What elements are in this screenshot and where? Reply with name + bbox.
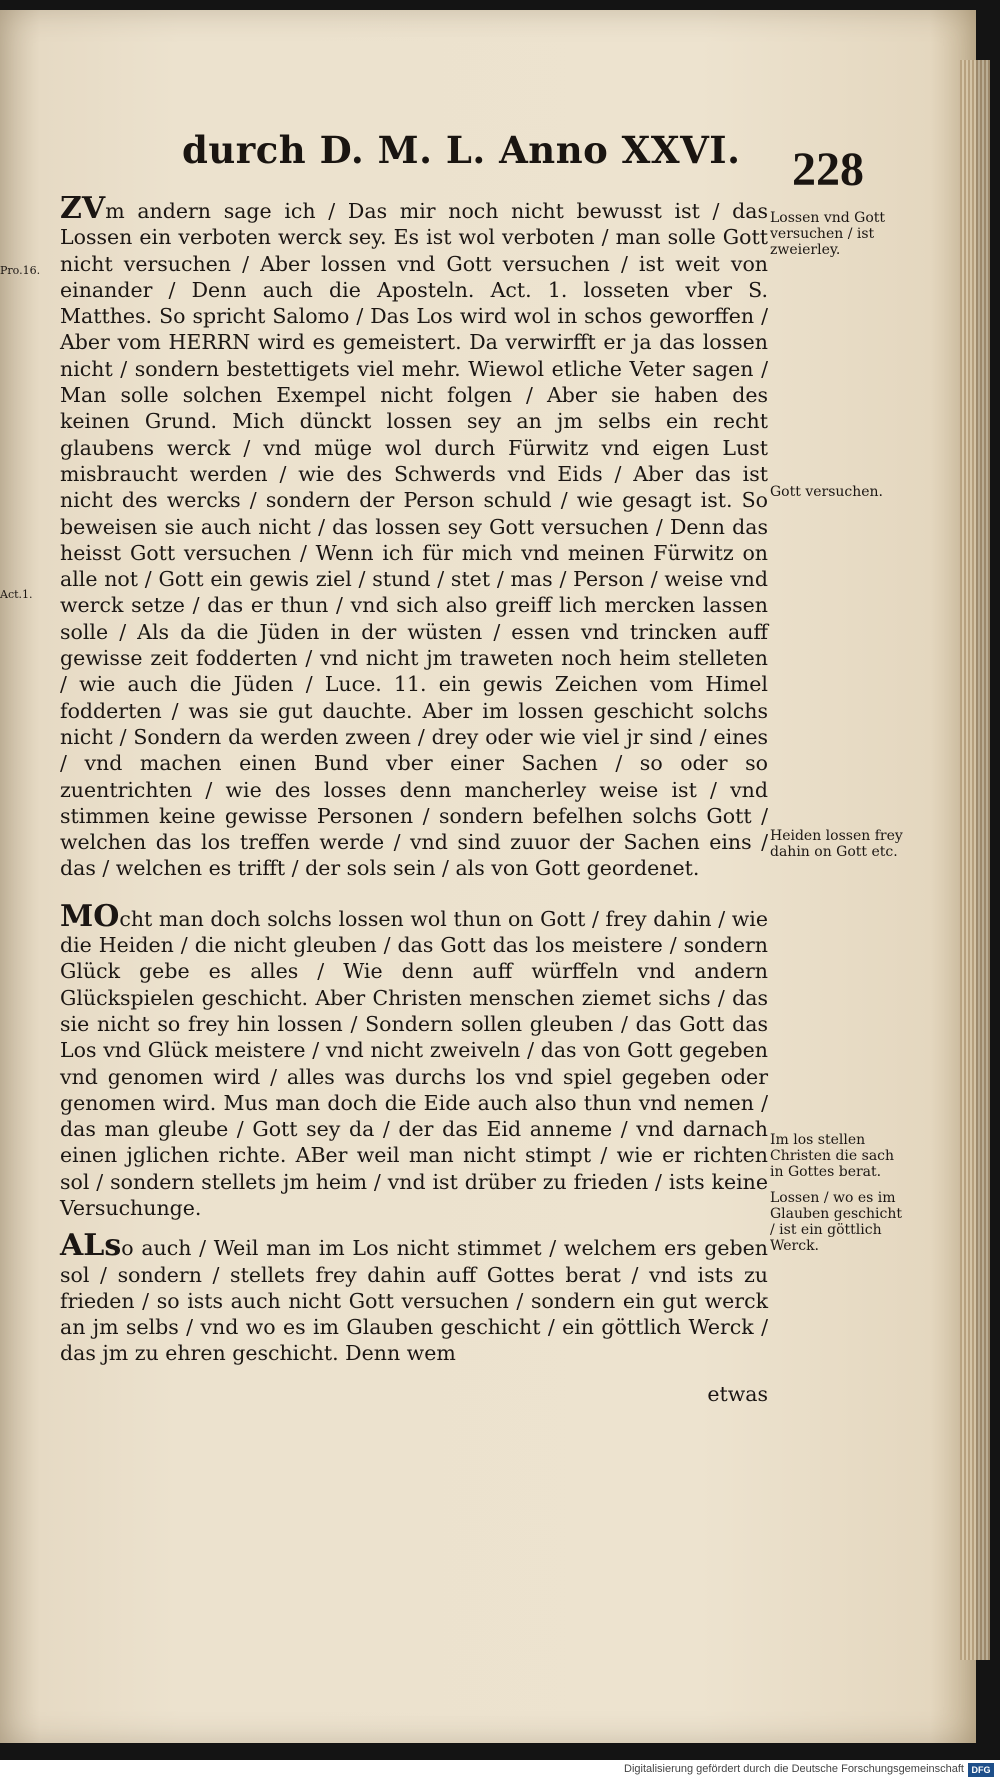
paragraph-text: m andern sage ich / Das mir noch nicht bewusst ist / das Lossen ein verboten werck sey. Es ist wol verboten / man solle Gott nicht versuchen / Aber lossen vnd Gott versuchen / ist weit von einander / Denn auch die Aposteln. Act. 1. losseten vber S. Matthes. So spricht Salomo / Das Los wird wol in schos geworffen / Aber vom HERRN wird es gemeistert. Da verwirfft er ja das lossen nicht / sondern bestettigets viel mehr. Wiewol etliche Veter sagen / Man solle solchen Exempel nicht folgen / Aber sie haben des keinen Grund. Mich dünckt lossen sey an jm selbs ein recht glaubens werck / vnd müge wol durch Fürwitz vnd eigen Lust misbraucht werden / wie des Schwerds vnd Eids / Aber das ist nicht des wercks / sondern der Person schuld / wie gesagt ist. So beweisen sie auch nicht / das lossen sey Gott versuchen / Denn das heisst Gott versuchen / Wenn ich für mich vnd meinen Fürwitz on alle not / Gott ein gewis ziel / stund / stet / mas / Person / weise vnd werck setze / das er thun / vnd sich also greiff lich mercken lassen solle / Als da die Jüden in der wüsten / essen vnd trincken auff gewisse zeit fodderten / vnd nicht jm traweten noch heim stelleten / wie auch die Jüden / Luce. 11. ein gewis Zeichen vom Himel fodderten / was sie gut dauchte. Aber im lossen geschicht solchs nicht / Sondern da werden zween / drey oder wie viel jr sind / eines / vnd machen einen Bund vber einer Sachen / so oder so zuentrichten / wie des losses denn mancherley weise ist / vnd stimmen keine gewisse Personen / sondern befelhen solchs Gott / welchen das los treffen werde / vnd sind zuuor der Sachen eins / das / welchen es trifft / der sols sein / als von Gott geordenet. bbox=[60, 199, 768, 881]
paragraph-text: cht man doch solchs lossen wol thun on Gott / frey dahin / wie die Heiden / die nicht gleuben / das Gott das los meistere / sondern Glück gebe es alles / Wie denn auff würffeln vnd andern Glückspielen geschicht. Aber Christen menschen ziemet sichs / das sie nicht so frey hin lossen / Sondern sollen gleuben / das Gott das Los vnd Glück meistere / vnd nicht zweiveln / das von Gott gegeben vnd genomen wird / alles was durchs los vnd spiel gegeben oder genomen wird. Mus man doch die Eide auch also thun vnd nemen / das man gleube / Gott sey da / der das Eid anneme / vnd darnach einen jglichen richte. ABer weil man nicht stimpt / wie er richten sol / sondern stellets jm heim / vnd ist drüber zu frieden / ists keine Versuchunge. bbox=[60, 906, 768, 1220]
main-text bbox=[60, 191, 768, 1407]
paragraph bbox=[60, 191, 768, 882]
book-page bbox=[0, 10, 976, 1743]
margin-gloss: Heiden lossen frey dahin on Gott etc. bbox=[770, 828, 903, 860]
funding-notice: Digitalisierung gefördert durch die Deutsche Forschungsgemeinschaft bbox=[624, 1763, 964, 1775]
margin-gloss: Lossen / wo es im Glauben geschicht / ist ein göttlich Werck. bbox=[770, 1190, 902, 1254]
catchword: etwas bbox=[707, 1381, 768, 1406]
left-margin-note: Pro.16. bbox=[0, 264, 41, 277]
running-head: durch D. M. L. Anno XXVI. bbox=[182, 128, 741, 172]
folio-number: 228 bbox=[792, 143, 864, 196]
dfg-logo-icon: DFG bbox=[968, 1763, 994, 1777]
paragraph bbox=[60, 1228, 768, 1366]
page-edge bbox=[960, 60, 990, 1660]
paragraph bbox=[60, 898, 768, 1222]
paragraph-text: o auch / Weil man im Los nicht stimmet / welchem ers geben sol / sondern / stellets frey dahin auff Gottes berat / vnd ists zu frieden / so ists auch nicht Gott versuchen / sondern ein gut werck an jm selbs / vnd wo es im Glauben geschicht / ein göttlich Werck / das jm zu ehren geschicht. Denn wem bbox=[60, 1236, 768, 1366]
page-header bbox=[182, 128, 976, 196]
initial-letter: ALs bbox=[60, 1228, 122, 1264]
footer-bar bbox=[0, 1760, 1000, 1781]
margin-gloss: Gott versuchen. bbox=[770, 484, 884, 500]
margin-gloss: Lossen vnd Gott versuchen / ist zweierley. bbox=[770, 210, 886, 258]
initial-letter: MO bbox=[60, 898, 120, 934]
left-margin-note: Act.1. bbox=[0, 588, 33, 601]
initial-letter: ZV bbox=[60, 191, 106, 226]
margin-gloss: Im los stellen Christen die sach in Gottes berat. bbox=[770, 1132, 895, 1180]
